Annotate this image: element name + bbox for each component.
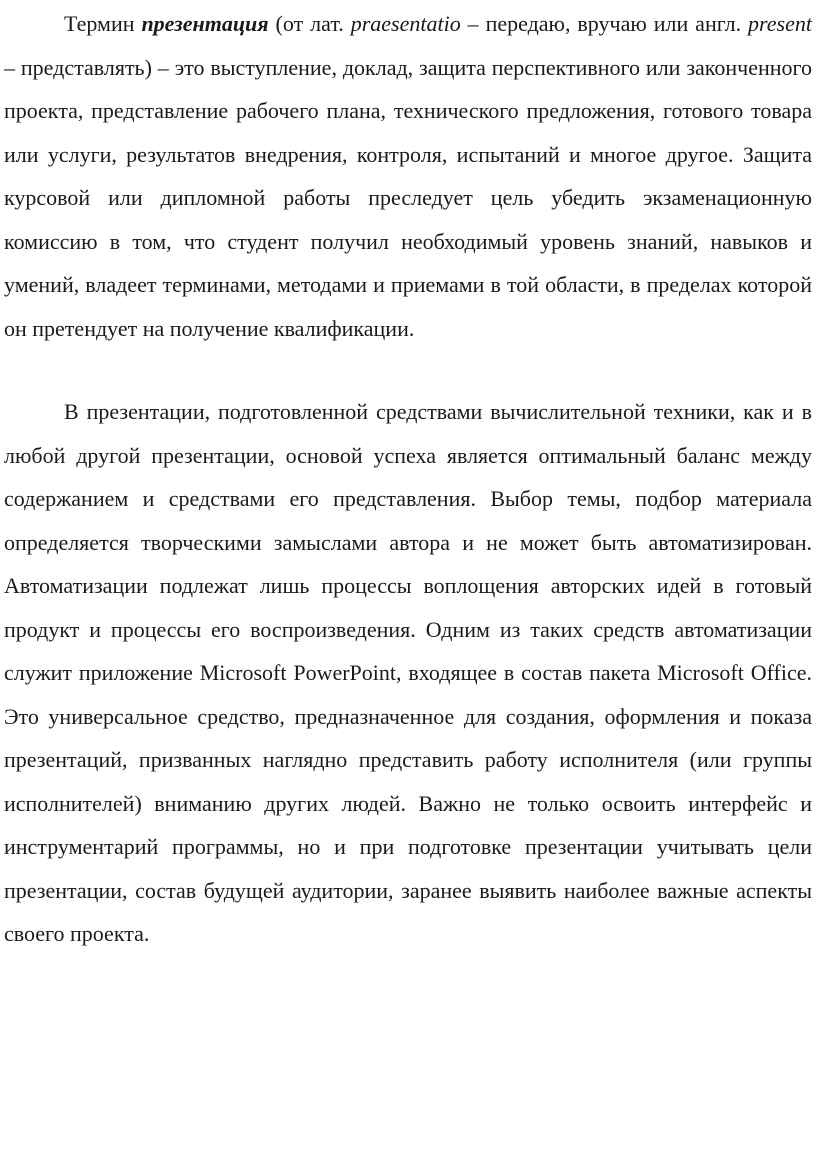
text-segment: – представлять) – это выступление, доклад, защита перспективного или законченного проекта, представление рабочего плана, технического предложения, готового товара или услуги, результатов внедрения, контроля, испытаний и многое другое. Защита курсовой или дипломной работы преследует цель убедить экзаменационную комиссию в том, что студент получил необходимый уровень знаний, навыков и умений, владеет терминами, методами и приемами в той области, в пределах которой он претендует на получение квалификации.: [4, 54, 812, 341]
text-segment: – передаю, вручаю или англ.: [460, 11, 749, 36]
document-page: [4, 0, 812, 956]
english-term: present: [748, 11, 812, 36]
text-segment: (от лат.: [268, 11, 351, 36]
paragraph-powerpoint: В презентации, подготовленной средствами вычислительной техники, как и в любой другой презентации, основой успеха является оптимальный баланс между содержанием и средствами его представления. Выбор темы, подбор материала определяется творческими замыслами автора и не может быть автоматизирован. Автоматизации подлежат лишь процессы воплощения авторских идей в готовый продукт и процессы его воспроизведения. Одним из таких средств автоматизации служит приложение Microsoft PowerPoint, входящее в состав пакета Microsoft Office. Это универсальное средство, предназначенное для создания, оформления и показа презентаций, призванных наглядно представить работу исполнителя (или группы исполнителей) вниманию других людей. Важно не только освоить интерфейс и инструментарий программы, но и при подготовке презентации учитывать цели презентации, состав будущей аудитории, заранее выявить наиболее важные аспекты своего проекта.: [4, 399, 812, 946]
latin-term: praesentatio: [350, 11, 461, 36]
text-segment: Термин: [64, 11, 142, 36]
paragraph-definition: [4, 0, 812, 350]
term-bold-italic: презентация: [141, 11, 269, 36]
